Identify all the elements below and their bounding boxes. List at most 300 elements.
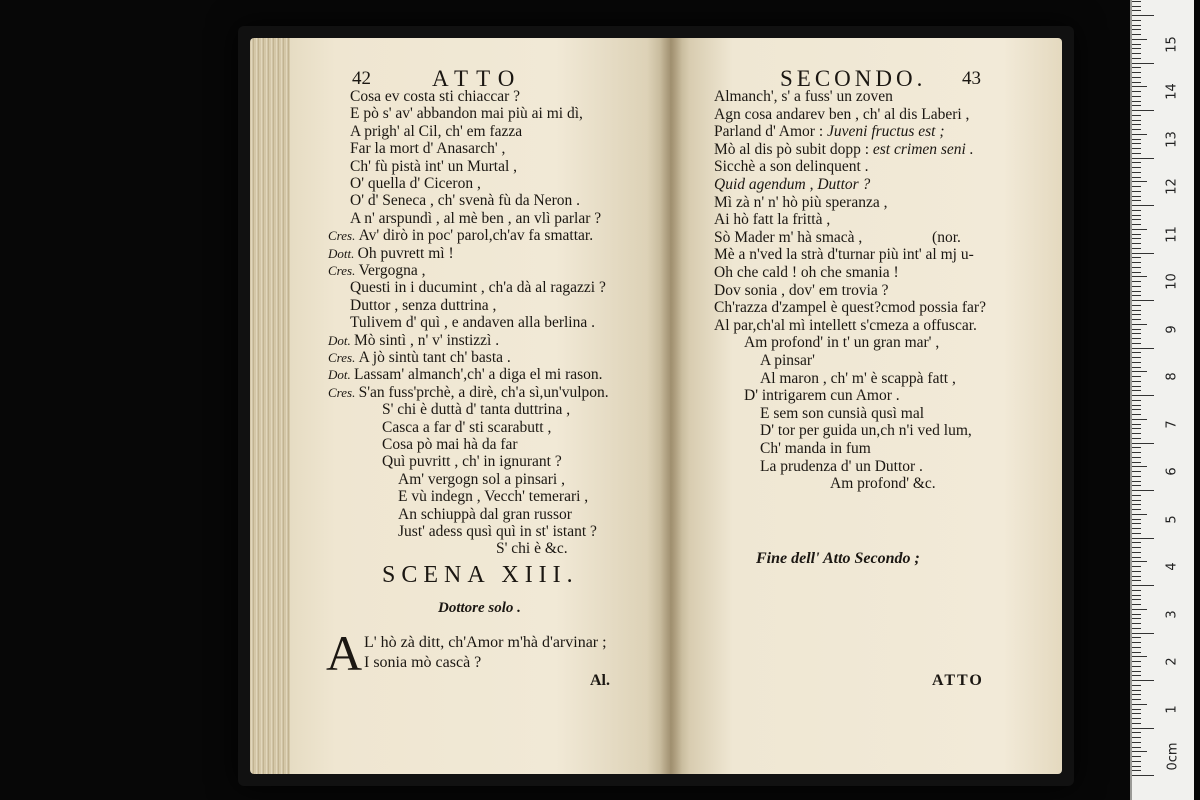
- ruler-tick: [1132, 300, 1154, 301]
- ruler-number: 1: [1164, 704, 1180, 714]
- text-line: [328, 384, 609, 402]
- ruler-tick: [1132, 566, 1141, 567]
- ruler-tick: [1132, 63, 1154, 64]
- ruler-tick: [1132, 86, 1147, 87]
- ruler-tick: [1132, 229, 1147, 230]
- line-text: S'an fuss'prchè, a dirè, ch'a sì,un'vulpon.: [358, 383, 609, 401]
- line-text: Tulivem d' quì , e andaven alla berlina .: [350, 314, 595, 332]
- line-text: Ch' manda in fum: [760, 440, 871, 457]
- right-catchword: ATTO: [932, 672, 984, 689]
- ruler-tick: [1132, 585, 1154, 586]
- ruler-number: 5: [1164, 514, 1180, 524]
- latin-quote: Quid agendum , Duttor ?: [714, 176, 871, 193]
- text-line: [398, 506, 572, 524]
- text-line: [714, 317, 977, 335]
- line-text: Just' adess qusì quì in st' istant ?: [398, 523, 597, 540]
- ruler-tick: [1132, 694, 1141, 695]
- ruler-number: 7: [1164, 419, 1180, 429]
- text-line: [714, 176, 870, 194]
- ruler-tick: [1132, 723, 1141, 724]
- ruler-tick: [1132, 124, 1141, 125]
- text-line: [830, 475, 936, 493]
- line-text: Al maron , ch' m' è scappà fatt ,: [760, 369, 956, 387]
- line-text: An schiuppà dal gran russor: [398, 505, 572, 523]
- ruler-tick: [1132, 291, 1141, 292]
- text-line: [760, 370, 956, 388]
- right-page-header: SECONDO.: [780, 66, 927, 91]
- ruler-tick: [1132, 148, 1141, 149]
- line-text: Mè a n'ved la strà d'turnar più int' al mj u-: [714, 246, 974, 264]
- line-text: Duttor , senza duttrina ,: [350, 296, 497, 314]
- text-line: [328, 262, 425, 280]
- text-line: [350, 279, 606, 297]
- ruler-tick: [1132, 333, 1141, 334]
- ruler-tick: [1132, 419, 1147, 420]
- ruler-tick: [1132, 110, 1154, 111]
- text-line: [350, 192, 580, 210]
- line-text: Ch' fù pistà int' un Murtal ,: [350, 157, 518, 175]
- ruler-tick: [1132, 20, 1141, 21]
- ruler-tick: [1132, 191, 1141, 192]
- line-text: Sicchè a son delinquent .: [714, 158, 869, 176]
- ruler-tick: [1132, 324, 1147, 325]
- ruler-tick: [1132, 675, 1141, 676]
- ruler-number: 6: [1164, 467, 1180, 476]
- ruler-tick: [1132, 528, 1141, 529]
- text-line: [744, 387, 900, 405]
- ruler-tick: [1132, 599, 1141, 600]
- text-line: [714, 194, 887, 212]
- ruler-tick: [1132, 343, 1141, 344]
- line-text: Oh puvrett mì !: [357, 244, 454, 262]
- text-line: [714, 211, 830, 229]
- left-page-number: 42: [352, 68, 371, 89]
- ruler-number: 3: [1164, 609, 1180, 619]
- line-text: D' intrigarem cun Amor .: [744, 387, 900, 405]
- ruler-tick: [1132, 542, 1141, 543]
- measuring-ruler: [1132, 0, 1194, 800]
- ruler-tick: [1132, 162, 1141, 163]
- ruler-tick: [1132, 143, 1141, 144]
- latin-quote: est crimen seni .: [872, 140, 974, 158]
- closing-line-2: I sonia mò cascà ?: [364, 654, 482, 671]
- ruler-tick: [1132, 604, 1141, 605]
- ruler-tick: [1132, 500, 1141, 501]
- line-text: Av' dirò in poc' parol,ch'av fa smattar.: [358, 227, 594, 245]
- ruler-tick: [1132, 699, 1141, 700]
- line-text: Agn cosa andarev ben , ch' al dis Laberi ,: [714, 105, 970, 123]
- line-text: Ai hò fatt la frittà ,: [714, 211, 831, 229]
- ruler-tick: [1132, 352, 1141, 353]
- text-line: [350, 297, 496, 315]
- ruler-tick: [1132, 386, 1141, 387]
- scene-subtitle: Dottore solo .: [438, 600, 521, 616]
- ruler-tick: [1132, 53, 1141, 54]
- line-text: Parland d' Amor :: [714, 123, 828, 141]
- speaker-label: Dott.: [328, 245, 358, 261]
- ruler-tick: [1132, 742, 1141, 743]
- ruler-tick: [1132, 751, 1147, 752]
- text-line: [760, 352, 815, 370]
- ruler-tick: [1132, 443, 1154, 444]
- line-text: S' chi è duttà d' tanta duttrina ,: [382, 401, 571, 419]
- ruler-tick: [1132, 462, 1141, 463]
- ruler-tick: [1132, 305, 1141, 306]
- ruler-tick: [1132, 538, 1154, 539]
- ruler-tick: [1132, 210, 1141, 211]
- ruler-tick: [1132, 120, 1141, 121]
- ruler-tick: [1132, 571, 1141, 572]
- text-line: [382, 419, 551, 437]
- drop-capital: A: [326, 625, 363, 681]
- ruler-tick: [1132, 262, 1141, 263]
- page-edges: [250, 38, 294, 774]
- ruler-tick: [1132, 576, 1141, 577]
- ruler-number: 2: [1164, 657, 1180, 666]
- ruler-tick: [1132, 614, 1141, 615]
- text-line: [382, 453, 562, 471]
- text-line: [714, 88, 893, 106]
- text-line: [398, 488, 588, 506]
- line-text: Vergogna ,: [358, 262, 426, 279]
- ruler-tick: [1132, 552, 1141, 553]
- line-text: A pinsar': [760, 352, 815, 369]
- speaker-label: Cres.: [328, 228, 359, 244]
- ruler-tick: [1132, 405, 1141, 406]
- ruler-tick: [1132, 371, 1147, 372]
- ruler-tick: [1132, 91, 1141, 92]
- line-text: E sem son cunsià qusì mal: [760, 404, 925, 422]
- ruler-tick: [1132, 637, 1141, 638]
- ruler-tick: [1132, 181, 1147, 182]
- ruler-tick: [1132, 172, 1141, 173]
- ruler-tick: [1132, 609, 1147, 610]
- line-text: S' chi è &c.: [496, 540, 568, 558]
- closing-line-1: L' hò zà ditt, ch'Amor m'hà d'arvinar ;: [364, 634, 607, 651]
- ruler-number: 15: [1164, 35, 1180, 53]
- ruler-number: 14: [1164, 83, 1180, 100]
- text-line: [350, 88, 520, 106]
- text-line: [714, 299, 986, 317]
- ruler-tick: [1132, 44, 1141, 45]
- scene-title: SCENA XIII.: [382, 562, 579, 588]
- line-text: Quì puvritt , ch' in ignurant ?: [382, 453, 562, 471]
- text-line: [760, 422, 972, 440]
- ruler-tick: [1132, 713, 1141, 714]
- line-text: E vù indegn , Vecch' temerari ,: [398, 488, 589, 506]
- ruler-number: 11: [1164, 225, 1180, 243]
- ruler-tick: [1132, 158, 1154, 159]
- ruler-tick: [1132, 390, 1141, 391]
- ruler-tick: [1132, 547, 1141, 548]
- line-text: Am' vergogn sol a pinsari ,: [398, 470, 565, 488]
- ruler-number: 8: [1164, 372, 1180, 381]
- ruler-tick: [1132, 424, 1141, 425]
- line-text: A jò sintù tant ch' basta .: [358, 349, 511, 366]
- ruler-tick: [1132, 58, 1141, 59]
- ruler-tick: [1132, 248, 1141, 249]
- ruler-number: 13: [1164, 130, 1180, 148]
- ruler-tick: [1132, 466, 1147, 467]
- ruler-tick: [1132, 414, 1141, 415]
- ruler-tick: [1132, 452, 1141, 453]
- text-line: [398, 471, 565, 489]
- text-line: [760, 458, 923, 476]
- ruler-tick: [1132, 1, 1141, 2]
- line-text: Almanch', s' a fuss' un zoven: [714, 88, 893, 105]
- ruler-tick: [1132, 628, 1141, 629]
- speaker-label: Cres.: [328, 384, 359, 400]
- ruler-tick: [1132, 134, 1147, 135]
- text-line: [714, 141, 974, 159]
- text-line: [328, 245, 454, 263]
- line-text: Mò sintì , n' v' instizzì .: [354, 331, 500, 349]
- ruler-tick: [1132, 77, 1141, 78]
- line-text: Far la mort d' Anasarch' ,: [350, 140, 506, 158]
- ruler-tick: [1132, 732, 1141, 733]
- ruler-tick: [1132, 139, 1141, 140]
- ruler-tick: [1132, 186, 1141, 187]
- text-line: [760, 405, 924, 423]
- ruler-tick: [1132, 666, 1141, 667]
- text-line: [350, 123, 522, 141]
- text-line: [714, 229, 961, 247]
- text-line: [744, 334, 939, 352]
- ruler-tick: [1132, 557, 1141, 558]
- ruler-tick: [1132, 357, 1141, 358]
- ruler-tick: [1132, 523, 1141, 524]
- speaker-label: Cres.: [328, 350, 359, 365]
- ruler-tick: [1132, 728, 1154, 729]
- line-text: Am profond' &c.: [830, 475, 936, 493]
- ruler-tick: [1132, 642, 1141, 643]
- ruler-tick: [1132, 48, 1141, 49]
- ruler-number: 10: [1164, 273, 1180, 290]
- ruler-tick: [1132, 39, 1147, 40]
- line-text: Lassam' almanch',ch' a diga el mi rason.: [354, 366, 603, 384]
- text-line: [398, 523, 597, 541]
- ruler-tick: [1132, 718, 1141, 719]
- text-line: [328, 332, 499, 350]
- ruler-tick: [1132, 314, 1141, 315]
- ruler-tick: [1132, 756, 1141, 757]
- text-line: [760, 440, 871, 458]
- ruler-tick: [1132, 234, 1141, 235]
- ruler-tick: [1132, 96, 1141, 97]
- ruler-tick: [1132, 272, 1141, 273]
- text-line: [350, 140, 505, 158]
- text-line: [350, 314, 595, 332]
- ruler-tick: [1132, 338, 1141, 339]
- text-line: [350, 105, 583, 123]
- speaker-label: Dot.: [328, 367, 354, 383]
- line-text: Questi in i ducumint , ch'a dà al ragazzi ?: [350, 279, 606, 297]
- ruler-tick: [1132, 286, 1141, 287]
- ruler-tick: [1132, 766, 1141, 767]
- ruler-tick: [1132, 595, 1141, 596]
- text-line: [714, 246, 974, 264]
- ruler-tick: [1132, 362, 1141, 363]
- line-text: Oh che cald ! oh che smania !: [714, 264, 899, 281]
- ruler-tick: [1132, 29, 1141, 30]
- ruler-tick: [1132, 428, 1141, 429]
- ruler-tick: [1132, 690, 1141, 691]
- ruler-tick: [1132, 10, 1141, 11]
- ruler-tick: [1132, 495, 1141, 496]
- ruler-tick: [1132, 509, 1141, 510]
- ruler-tick: [1132, 105, 1141, 106]
- ruler-tick: [1132, 205, 1154, 206]
- ruler-tick: [1132, 395, 1154, 396]
- book-gutter: [660, 38, 682, 774]
- ruler-tick: [1132, 514, 1147, 515]
- ruler-tick: [1132, 177, 1141, 178]
- text-line: [382, 401, 570, 419]
- text-line: [714, 123, 945, 141]
- ruler-tick: [1132, 224, 1141, 225]
- right-page-number: 43: [962, 68, 981, 89]
- left-page-header: ATTO: [432, 66, 523, 91]
- ruler-tick: [1132, 747, 1141, 748]
- speaker-label: Dot.: [328, 332, 354, 348]
- ruler-tick: [1132, 82, 1141, 83]
- text-line: [350, 210, 601, 228]
- ruler-tick: [1132, 253, 1154, 254]
- ruler-tick: [1132, 761, 1141, 762]
- line-text: Sò Mader m' hà smacà , (nor.: [714, 228, 961, 246]
- ruler-number: 12: [1164, 178, 1180, 195]
- ruler-tick: [1132, 775, 1154, 776]
- ruler-tick: [1132, 438, 1141, 439]
- ruler-tick: [1132, 519, 1141, 520]
- ruler-tick: [1132, 447, 1141, 448]
- ruler-tick: [1132, 319, 1141, 320]
- text-line: [328, 366, 603, 384]
- ruler-tick: [1132, 276, 1147, 277]
- ruler-tick: [1132, 67, 1141, 68]
- ruler-tick: [1132, 481, 1141, 482]
- text-line: [350, 175, 481, 193]
- right-page: [670, 38, 1062, 774]
- ruler-tick: [1132, 101, 1141, 102]
- line-text: O' quella d' Ciceron ,: [350, 175, 481, 192]
- line-text: Ch'razza d'zampel è quest?cmod possia far?: [714, 299, 986, 317]
- ruler-tick: [1132, 409, 1141, 410]
- ruler-tick: [1132, 257, 1141, 258]
- ruler-tick: [1132, 72, 1141, 73]
- ruler-tick: [1132, 656, 1147, 657]
- ruler-number: 4: [1164, 562, 1180, 571]
- left-page: [290, 38, 670, 774]
- line-text: O' d' Seneca , ch' svenà fù da Neron .: [350, 192, 581, 210]
- ruler-tick: [1132, 153, 1141, 154]
- ruler-tick: [1132, 590, 1141, 591]
- ruler-tick: [1132, 367, 1141, 368]
- text-line: [382, 436, 518, 454]
- text-line: [328, 227, 593, 245]
- line-text: Al par,ch'al mì intellett s'cmeza a offuscar.: [714, 316, 977, 334]
- ruler-tick: [1132, 15, 1154, 16]
- ruler-tick: [1132, 267, 1141, 268]
- ruler-tick: [1132, 295, 1141, 296]
- line-text: A prigh' al Cil, ch' em fazza: [350, 122, 523, 140]
- ruler-tick: [1132, 281, 1141, 282]
- ruler-tick: [1132, 476, 1141, 477]
- ruler-tick: [1132, 490, 1154, 491]
- ruler-tick: [1132, 200, 1141, 201]
- ruler-tick: [1132, 647, 1141, 648]
- ruler-tick: [1132, 238, 1141, 239]
- ruler-tick: [1132, 219, 1141, 220]
- line-text: Mì zà n' n' hò più speranza ,: [714, 193, 888, 211]
- ruler-tick: [1132, 329, 1141, 330]
- latin-quote: Juveni fructus est ;: [827, 123, 945, 141]
- ruler-tick: [1132, 618, 1141, 619]
- line-text: A n' arspundì , al mè ben , an vlì parlar ?: [350, 209, 602, 227]
- ruler-tick: [1132, 348, 1154, 349]
- speaker-label: Cres.: [328, 263, 359, 278]
- ruler-tick: [1132, 25, 1141, 26]
- line-text: E pò s' av' abbandon mai più ai mi dì,: [350, 105, 583, 123]
- ruler-tick: [1132, 533, 1141, 534]
- ruler-number: 9: [1164, 324, 1180, 334]
- ruler-tick: [1132, 561, 1147, 562]
- line-text: Mò al dis pò subit dopp :: [714, 140, 873, 158]
- ruler-tick: [1132, 685, 1141, 686]
- text-line: [714, 264, 899, 282]
- line-text: La prudenza d' un Duttor .: [760, 457, 923, 475]
- ruler-tick: [1132, 400, 1141, 401]
- ruler-number: 0cm: [1165, 742, 1181, 771]
- line-text: D' tor per guida un,ch n'i ved lum,: [760, 422, 972, 440]
- ruler-tick: [1132, 661, 1141, 662]
- left-catchword: Al.: [590, 672, 610, 689]
- text-line: [714, 106, 969, 124]
- ruler-tick: [1132, 737, 1141, 738]
- ruler-tick: [1132, 671, 1141, 672]
- ruler-tick: [1132, 381, 1141, 382]
- ruler-tick: [1132, 115, 1141, 116]
- ruler-tick: [1132, 652, 1141, 653]
- ruler-tick: [1132, 623, 1141, 624]
- text-line: [714, 282, 889, 300]
- text-line: [496, 540, 568, 558]
- ruler-tick: [1132, 680, 1154, 681]
- line-text: Cosa pò mai hà da far: [382, 436, 518, 453]
- ruler-tick: [1132, 580, 1141, 581]
- end-of-act-note: Fine dell' Atto Secondo ;: [756, 550, 920, 567]
- ruler-tick: [1132, 709, 1141, 710]
- line-text: Am profond' in t' un gran mar' ,: [744, 334, 940, 352]
- ruler-tick: [1132, 243, 1141, 244]
- text-line: [350, 158, 517, 176]
- ruler-tick: [1132, 310, 1141, 311]
- ruler-tick: [1132, 485, 1141, 486]
- ruler-tick: [1132, 215, 1141, 216]
- ruler-tick: [1132, 457, 1141, 458]
- ruler-tick: [1132, 167, 1141, 168]
- ruler-tick: [1132, 376, 1141, 377]
- text-line: [714, 158, 869, 176]
- ruler-tick: [1132, 770, 1141, 771]
- ruler-tick: [1132, 633, 1154, 634]
- ruler-tick: [1132, 433, 1141, 434]
- text-line: [328, 349, 511, 367]
- line-text: Casca a far d' sti scarabutt ,: [382, 418, 552, 436]
- ruler-tick: [1132, 129, 1141, 130]
- ruler-tick: [1132, 196, 1141, 197]
- ruler-tick: [1132, 704, 1147, 705]
